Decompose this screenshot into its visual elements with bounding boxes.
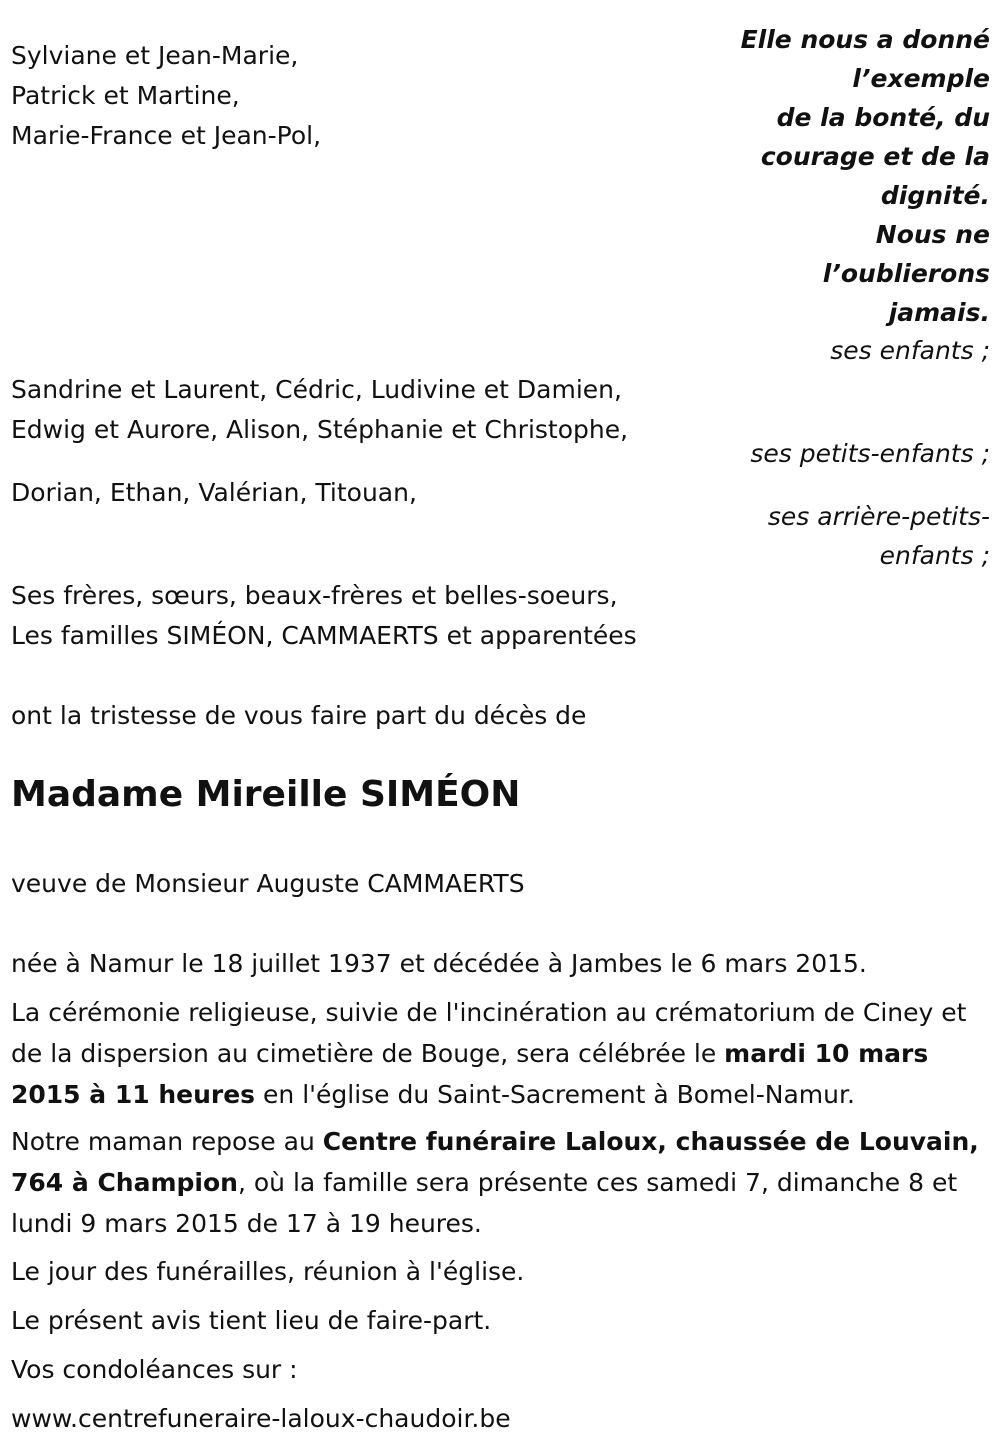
condolences-label: Vos condoléances sur : [11, 1355, 298, 1384]
role-grandchildren: ses petits-enfants ; [750, 439, 990, 468]
notice: Le présent avis tient lieu de faire-part. [11, 1306, 492, 1335]
repose-text-before: Notre maman repose au [11, 1127, 323, 1156]
children-line-1: Sylviane et Jean-Marie, [11, 41, 299, 70]
ceremony-date: mardi 10 mars 2015 à 11 heures [11, 1039, 929, 1109]
role-great-grandchildren-1: ses arrière-petits- [767, 502, 990, 531]
repose-paragraph [11, 1121, 991, 1244]
widow-of: veuve de Monsieur Auguste CAMMAERTS [11, 869, 525, 898]
siblings-line-1: Ses frères, sœurs, beaux-frères et belles-soeurs, [11, 581, 618, 610]
quote-line-5: dignité. [880, 181, 990, 210]
quote-line-1: Elle nous a donné [740, 25, 990, 54]
repose-location: Centre funéraire Laloux, chaussée de Louvain, 764 à Champion [11, 1127, 979, 1197]
quote-line-4: courage et de la [760, 142, 990, 171]
quote-line-6: Nous ne [875, 220, 990, 249]
quote-line-3: de la bonté, du [776, 103, 990, 132]
website-link[interactable]: www.centrefuneraire-laloux-chaudoir.be [11, 1404, 511, 1433]
announcement: ont la tristesse de vous faire part du décès de [11, 701, 587, 730]
grandchildren-line-1: Sandrine et Laurent, Cédric, Ludivine et Damien, [11, 375, 622, 404]
quote-line-8: jamais. [888, 298, 990, 327]
quote-line-7: l’oublierons [822, 259, 990, 288]
repose-text-after: , où la famille sera présente ces samedi 7, dimanche 8 et lundi 9 mars 2015 de 17 à 19 heures. [11, 1168, 958, 1238]
deceased-name: Madame Mireille SIMÉON [11, 774, 521, 815]
ceremony-text-after: en l'église du Saint-Sacrement à Bomel-Namur. [255, 1080, 855, 1109]
role-children: ses enfants ; [830, 336, 990, 365]
children-line-3: Marie-France et Jean-Pol, [11, 121, 322, 150]
role-great-grandchildren-2: enfants ; [879, 541, 990, 570]
birth-death: née à Namur le 18 juillet 1937 et décédée à Jambes le 6 mars 2015. [11, 949, 867, 978]
quote-line-2: l’exemple [852, 64, 990, 93]
ceremony-paragraph [11, 992, 991, 1115]
siblings-line-2: Les familles SIMÉON, CAMMAERTS et apparentées [11, 621, 637, 650]
great-grandchildren-line: Dorian, Ethan, Valérian, Titouan, [11, 478, 417, 507]
children-line-2: Patrick et Martine, [11, 81, 240, 110]
funeral-day: Le jour des funérailles, réunion à l'église. [11, 1257, 525, 1286]
grandchildren-line-2: Edwig et Aurore, Alison, Stéphanie et Christophe, [11, 415, 629, 444]
ceremony-text-before: La cérémonie religieuse, suivie de l'incinération au crématorium de Ciney et de la dispersion au cimetière de Bouge, sera célébrée le [11, 998, 967, 1068]
